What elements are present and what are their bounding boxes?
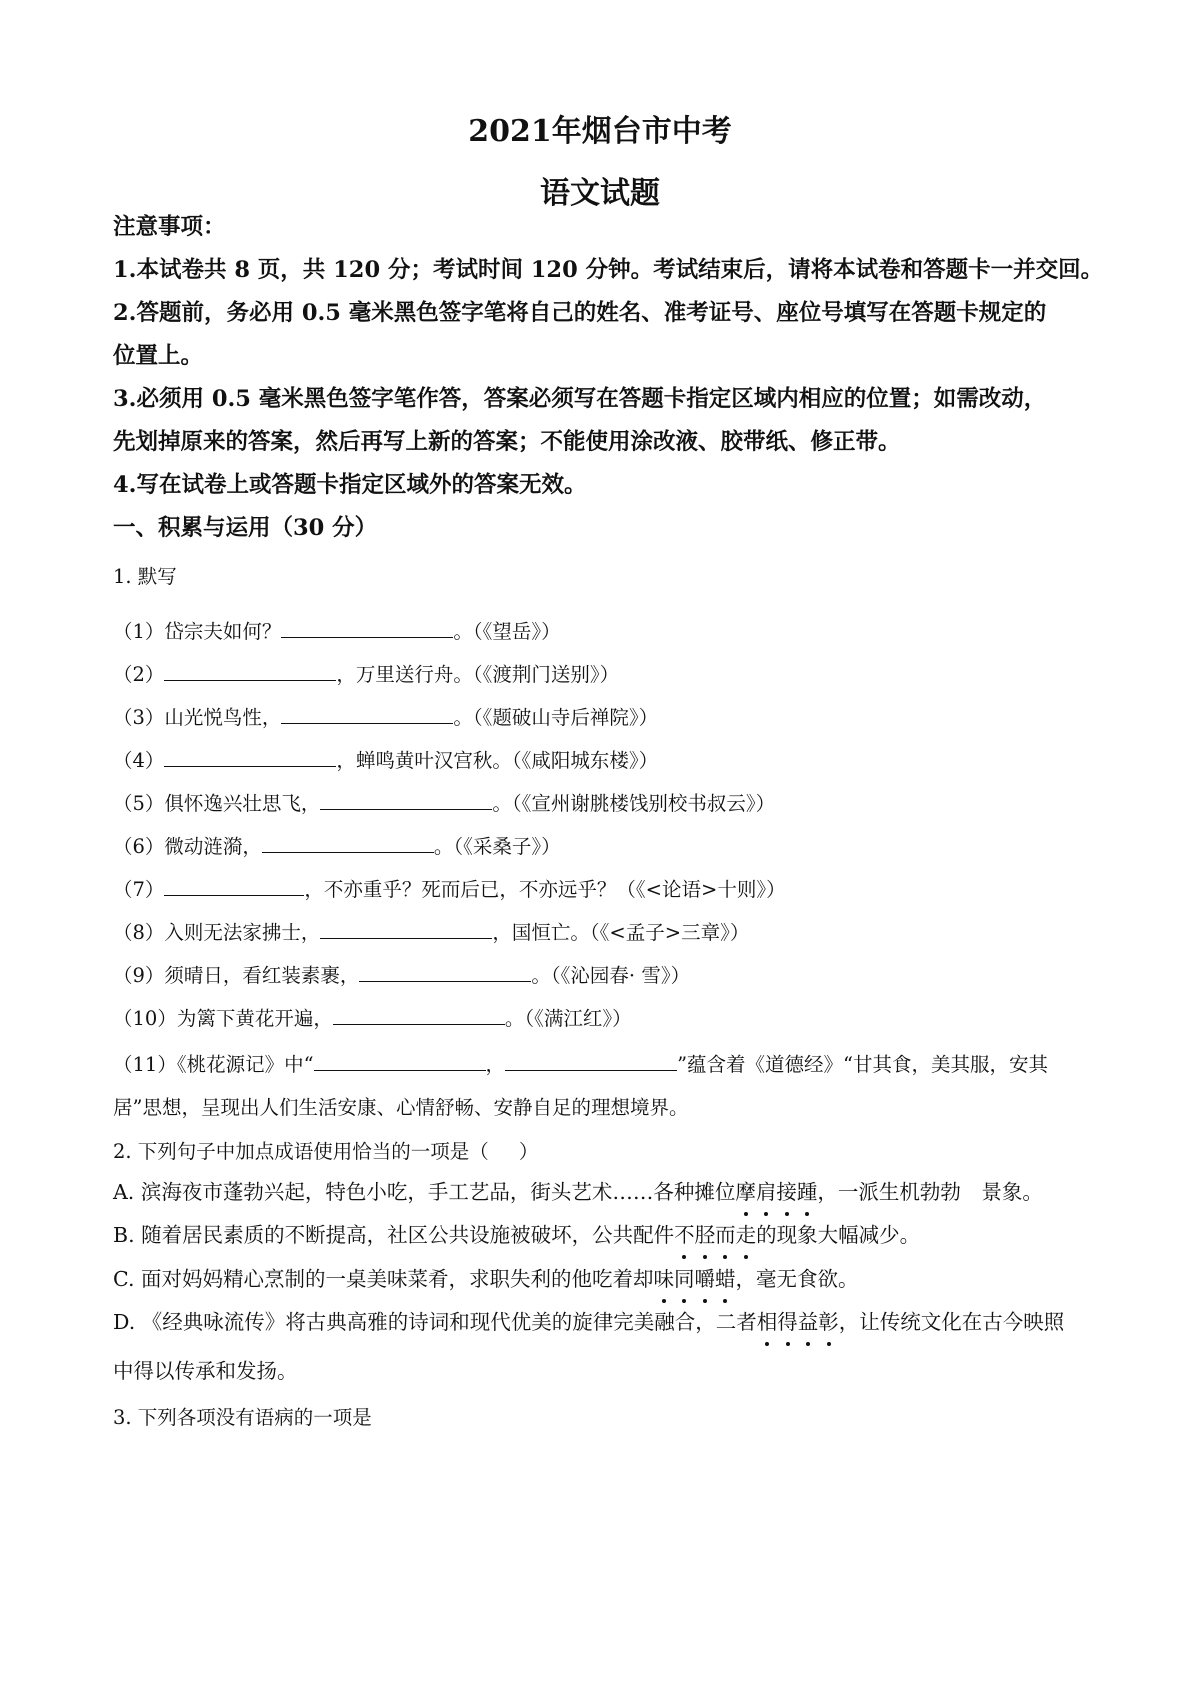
fill-item-prefix: （9）须晴日，看红装素裹， (113, 964, 360, 987)
answer-blank (314, 1050, 486, 1071)
option-a (113, 1177, 1043, 1207)
answer-blank (359, 961, 531, 982)
fill-item (113, 961, 690, 991)
exam-subtitle: 语文试题 (540, 176, 660, 211)
fill-item-suffix: ，蝉鸣黄叶汉宫秋。（《咸阳城东楼》） (336, 749, 659, 772)
dotted-char: 味 (654, 1264, 675, 1294)
fill-item-suffix: ，国恒亡。（《<孟子>三章》） (492, 921, 750, 944)
dotted-char: 肩 (756, 1177, 777, 1207)
section-heading: 一、积累与运用（30 分） (113, 515, 378, 541)
option-b (113, 1220, 920, 1250)
dotted-char: 走 (736, 1220, 757, 1250)
option-a-text: A. 滨海夜市蓬勃兴起，特色小吃，手工艺品，街头艺术……各种摊位 (113, 1180, 736, 1204)
fill-item-prefix: （3）山光悦鸟性， (113, 706, 282, 729)
dotted-char: 彰 (818, 1307, 839, 1337)
fill-item (113, 918, 749, 948)
dotted-char: 蜡 (715, 1264, 736, 1294)
question-2-stem (113, 1137, 538, 1167)
fill-item (113, 875, 786, 905)
question-1-label: 1. 默写 (113, 565, 177, 588)
notes-heading: 注意事项： (113, 214, 226, 240)
option-d-line1 (113, 1307, 1064, 1337)
dotted-idiom-a (735, 1177, 817, 1207)
option-d-tail: ，让传统文化在古今映照 (838, 1310, 1065, 1334)
dotted-char: 同 (674, 1264, 695, 1294)
fill-item-prefix: （2） (113, 663, 165, 686)
dotted-char: 胫 (695, 1220, 716, 1250)
answer-blank (320, 918, 492, 939)
fill-item (113, 703, 658, 733)
dotted-char: 接 (776, 1177, 797, 1207)
fill-item-suffix: ，万里送行舟。（《渡荆门送别》） (336, 663, 620, 686)
answer-blank (164, 660, 336, 681)
fill-item-prefix: （10）为篱下黄花开遍， (113, 1007, 333, 1030)
fill-item-prefix: （8）入则无法家拂士， (113, 921, 321, 944)
fill-item-suffix: 。（《满江红》） (504, 1007, 632, 1030)
question-3-stem: 3. 下列各项没有语病的一项是 (113, 1406, 372, 1429)
fill-item-11-line2: 居”思想，呈现出人们生活安康、心情舒畅、安静自足的理想境界。 (113, 1096, 689, 1119)
dotted-char: 相 (757, 1307, 778, 1337)
fill-item-prefix: （4） (113, 749, 165, 772)
dotted-char: 不 (674, 1220, 695, 1250)
note-1: 1.本试卷共 8 页，共 120 分；考试时间 120 分钟。考试结束后，请将本试卷和答题卡一并交回。 (113, 257, 1104, 283)
question-2-stem-end: ） (518, 1140, 539, 1163)
fill-item-suffix: 。（《题破山寺后禅院》） (453, 706, 659, 729)
dotted-char: 而 (715, 1220, 736, 1250)
fill-item (113, 789, 775, 819)
option-c (113, 1264, 859, 1294)
fill-item (113, 660, 619, 690)
fill-item-prefix: （7） (113, 878, 165, 901)
fill-item-prefix: （11）《桃花源记》中“ (113, 1053, 314, 1076)
note-2-line2: 位置上。 (113, 343, 204, 369)
note-2-line1: 2.答题前，务必用 0.5 毫米黑色签字笔将自己的姓名、准考证号、座位号填写在答题卡规定的 (113, 300, 1047, 326)
fill-item-suffix: 。（《宣州谢朓楼饯别校书叔云》） (492, 792, 776, 815)
exam-title: 2021年烟台市中考 (468, 114, 732, 149)
answer-blank (281, 703, 453, 724)
dotted-idiom-d (757, 1307, 839, 1337)
fill-item-suffix: ”蕴含着《道德经》“甘其食，美其服，安其 (677, 1053, 1049, 1076)
dotted-char: 摩 (735, 1177, 756, 1207)
answer-blank (505, 1050, 677, 1071)
fill-item (113, 746, 658, 776)
answer-blank (333, 1004, 505, 1025)
note-3-line2: 先划掉原来的答案，然后再写上新的答案；不能使用涂改液、胶带纸、修正带。 (113, 429, 901, 455)
answer-blank (164, 875, 304, 896)
option-b-text: B. 随着居民素质的不断提高，社区公共设施被破坏，公共配件 (113, 1223, 675, 1247)
option-c-text: C. 面对妈妈精心烹制的一桌美味菜肴，求职失利的他吃着却 (113, 1267, 654, 1291)
dotted-char: 益 (798, 1307, 819, 1337)
option-a-tail: ，一派生机勃勃 景象。 (817, 1180, 1043, 1204)
fill-item-separator: ， (485, 1053, 506, 1076)
option-b-tail: 的现象大幅减少。 (756, 1223, 921, 1247)
dotted-idiom-c (654, 1264, 736, 1294)
fill-item (113, 832, 561, 862)
dotted-char: 嚼 (695, 1264, 716, 1294)
fill-item (113, 1004, 632, 1034)
option-d-text: D. 《经典咏流传》将古典高雅的诗词和现代优美的旋律完美融合，二者 (113, 1310, 757, 1334)
note-3-line1: 3.必须用 0.5 毫米黑色签字笔作答，答案必须写在答题卡指定区域内相应的位置；如需改动， (113, 386, 1047, 412)
fill-item-11-line1 (113, 1050, 1048, 1080)
fill-item-suffix: 。（《采桑子》） (433, 835, 561, 858)
fill-item-suffix: 。（《望岳》） (453, 620, 561, 643)
note-4: 4.写在试卷上或答题卡指定区域外的答案无效。 (113, 472, 587, 498)
answer-blank (164, 746, 336, 767)
fill-item-prefix: （5）俱怀逸兴壮思飞， (113, 792, 321, 815)
answer-blank (281, 617, 453, 638)
fill-item (113, 617, 561, 647)
option-d-line2: 中得以传承和发扬。 (113, 1359, 298, 1383)
dotted-idiom-b (674, 1220, 756, 1250)
fill-item-suffix: 。（《沁园春· 雪》） (531, 964, 691, 987)
dotted-char: 踵 (797, 1177, 818, 1207)
option-c-tail: ，毫无食欲。 (735, 1267, 859, 1291)
fill-item-suffix: ，不亦重乎？死而后已，不亦远乎？（《<论语>十则》） (304, 878, 786, 901)
fill-item-prefix: （1）岱宗夫如何？ (113, 620, 282, 643)
answer-blank (262, 832, 434, 853)
fill-item-prefix: （6）微动涟漪， (113, 835, 262, 858)
question-2-stem-text: 2. 下列句子中加点成语使用恰当的一项是（ (113, 1140, 489, 1163)
dotted-char: 得 (777, 1307, 798, 1337)
answer-blank (320, 789, 492, 810)
